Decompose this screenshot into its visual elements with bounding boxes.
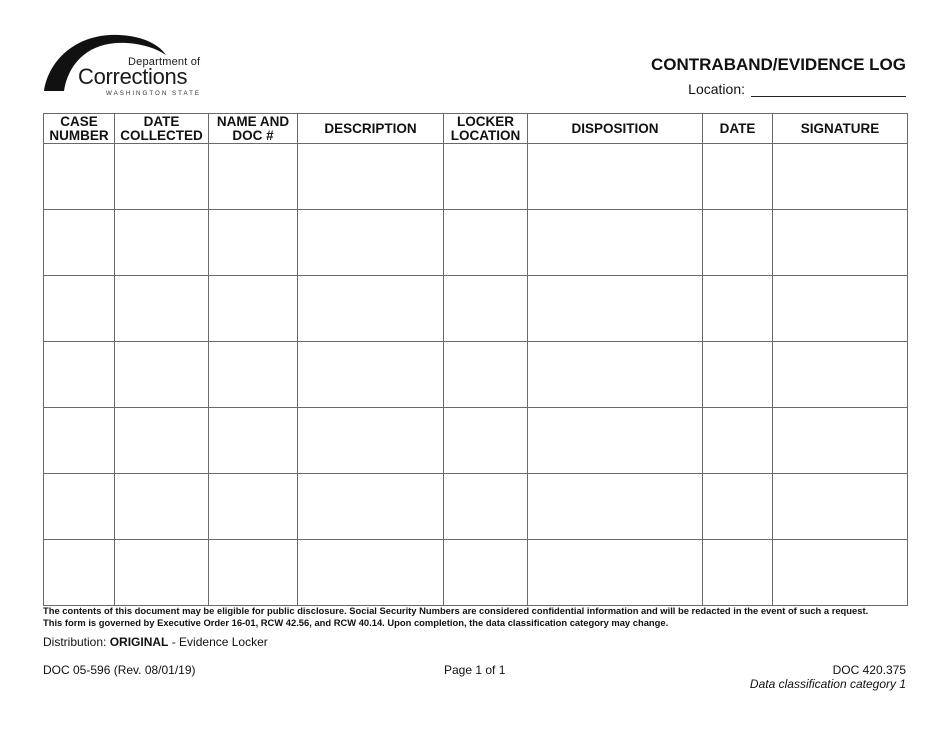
table-cell[interactable] [298,144,444,210]
table-cell[interactable] [444,276,528,342]
table-cell[interactable] [115,474,209,540]
table-cell[interactable] [298,540,444,606]
table-cell[interactable] [44,540,115,606]
table-cell[interactable] [115,342,209,408]
table-cell[interactable] [703,540,773,606]
column-header: SIGNATURE [773,114,908,144]
table-cell[interactable] [773,474,908,540]
page-title: CONTRABAND/EVIDENCE LOG [650,55,906,74]
table-row [44,210,908,276]
table-cell[interactable] [209,342,298,408]
evidence-log-table [43,113,908,606]
table-cell[interactable] [115,276,209,342]
doc-logo [42,33,202,95]
table-cell[interactable] [209,474,298,540]
table-cell[interactable] [703,276,773,342]
table-cell[interactable] [44,276,115,342]
table-row [44,540,908,606]
table-cell[interactable] [444,144,528,210]
disclaimer [43,605,913,629]
table-cell[interactable] [528,540,703,606]
table-cell[interactable] [528,144,703,210]
table-cell[interactable] [528,474,703,540]
doc-policy: DOC 420.375 [832,663,906,677]
table-cell[interactable] [773,342,908,408]
table-cell[interactable] [298,210,444,276]
table-cell[interactable] [209,408,298,474]
table-cell[interactable] [773,144,908,210]
logo-state: WASHINGTON STATE [106,90,202,97]
table-row [44,342,908,408]
table-row [44,144,908,210]
table-cell[interactable] [703,408,773,474]
table-cell[interactable] [209,144,298,210]
logo-department: Department of [128,56,201,68]
distribution [43,635,268,649]
table-cell[interactable] [209,210,298,276]
table-cell[interactable] [44,474,115,540]
doc-reference [750,663,906,691]
column-header: DESCRIPTION [298,114,444,144]
column-header: DISPOSITION [528,114,703,144]
distribution-original: ORIGINAL [109,635,169,649]
table-cell[interactable] [298,342,444,408]
table-cell[interactable] [298,276,444,342]
table-cell[interactable] [444,342,528,408]
table-cell[interactable] [773,210,908,276]
form-number: DOC 05-596 (Rev. 08/01/19) [43,663,196,677]
table-header-row [44,114,908,144]
distribution-label: Distribution: [43,635,107,649]
table-cell[interactable] [44,210,115,276]
table-cell[interactable] [773,408,908,474]
table-cell[interactable] [528,342,703,408]
table-cell[interactable] [444,474,528,540]
table-cell[interactable] [209,540,298,606]
table-cell[interactable] [528,276,703,342]
location-field [688,81,906,97]
table-cell[interactable] [444,540,528,606]
table-cell[interactable] [703,144,773,210]
column-header: DATE [703,114,773,144]
table-cell[interactable] [115,540,209,606]
table-cell[interactable] [298,474,444,540]
table-body [44,144,908,606]
table-row [44,474,908,540]
table-cell[interactable] [115,144,209,210]
column-header: DATE COLLECTED [115,114,209,144]
table-cell[interactable] [773,540,908,606]
column-header: NAME AND DOC # [209,114,298,144]
table-cell[interactable] [115,210,209,276]
table-cell[interactable] [115,408,209,474]
distribution-destination: - Evidence Locker [171,635,268,649]
table-cell[interactable] [703,210,773,276]
table-cell[interactable] [703,474,773,540]
page-number: Page 1 of 1 [444,663,506,677]
table-cell[interactable] [44,342,115,408]
table-cell[interactable] [528,210,703,276]
table-row [44,408,908,474]
table-cell[interactable] [209,276,298,342]
data-classification: Data classification category 1 [749,677,906,691]
column-header: CASE NUMBER [44,114,115,144]
disclaimer-line: This form is governed by Executive Order 16-01, RCW 42.56, and RCW 40.14. Upon completion, the data classification category may change. [43,617,669,628]
table-cell[interactable] [44,408,115,474]
table-cell[interactable] [773,276,908,342]
column-header: LOCKER LOCATION [444,114,528,144]
location-label: Location: [688,81,745,97]
table-cell[interactable] [298,408,444,474]
table-cell[interactable] [44,144,115,210]
table-row [44,276,908,342]
disclaimer-line: The contents of this document may be eligible for public disclosure. Social Security Numbers are considered confidential information and will be redacted in the event of such a request. [43,605,869,616]
table-cell[interactable] [703,342,773,408]
table-cell[interactable] [444,210,528,276]
table-cell[interactable] [444,408,528,474]
logo-corrections: Corrections [78,64,188,89]
location-input[interactable] [751,82,906,97]
table-cell[interactable] [528,408,703,474]
